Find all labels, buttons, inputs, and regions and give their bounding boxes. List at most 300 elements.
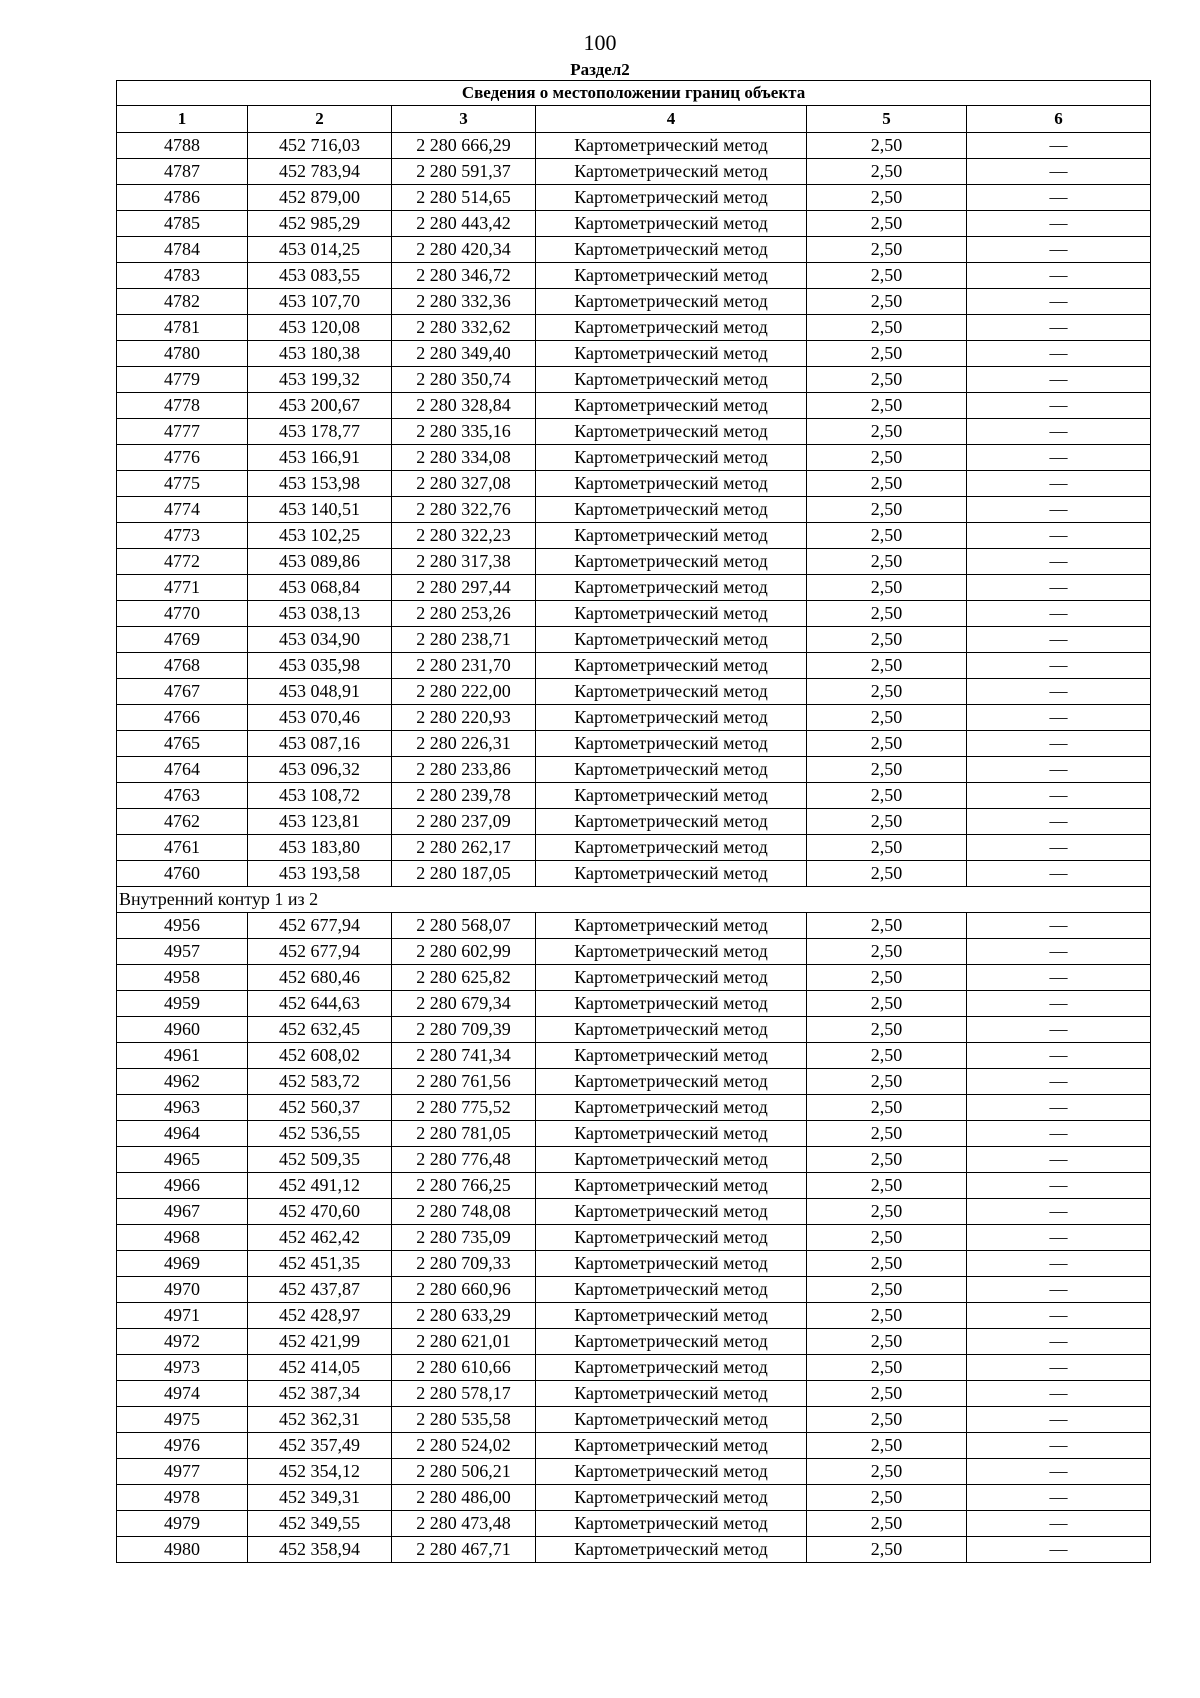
y-coordinate-cell: 2 280 766,25 <box>392 1173 536 1199</box>
point-number-cell: 4786 <box>117 185 248 211</box>
table-row <box>117 1381 1151 1407</box>
accuracy-cell: 2,50 <box>807 159 967 185</box>
y-coordinate-cell: 2 280 506,21 <box>392 1459 536 1485</box>
description-cell: — <box>967 367 1151 393</box>
accuracy-cell: 2,50 <box>807 991 967 1017</box>
accuracy-cell: 2,50 <box>807 1381 967 1407</box>
y-coordinate-cell: 2 280 187,05 <box>392 861 536 887</box>
x-coordinate-cell: 452 536,55 <box>248 1121 392 1147</box>
table-row <box>117 653 1151 679</box>
x-coordinate-cell: 452 349,55 <box>248 1511 392 1537</box>
x-coordinate-cell: 452 560,37 <box>248 1095 392 1121</box>
table-row <box>117 263 1151 289</box>
point-number-cell: 4968 <box>117 1225 248 1251</box>
point-number-cell: 4969 <box>117 1251 248 1277</box>
point-number-cell: 4765 <box>117 731 248 757</box>
method-cell: Картометрический метод <box>536 1095 807 1121</box>
point-number-cell: 4978 <box>117 1485 248 1511</box>
table-row <box>117 757 1151 783</box>
method-cell: Картометрический метод <box>536 211 807 237</box>
description-cell: — <box>967 1147 1151 1173</box>
description-cell: — <box>967 445 1151 471</box>
y-coordinate-cell: 2 280 253,26 <box>392 601 536 627</box>
accuracy-cell: 2,50 <box>807 1173 967 1199</box>
y-coordinate-cell: 2 280 322,76 <box>392 497 536 523</box>
table-row <box>117 1407 1151 1433</box>
description-cell: — <box>967 1173 1151 1199</box>
y-coordinate-cell: 2 280 709,33 <box>392 1251 536 1277</box>
y-coordinate-cell: 2 280 602,99 <box>392 939 536 965</box>
accuracy-cell: 2,50 <box>807 1225 967 1251</box>
method-cell: Картометрический метод <box>536 601 807 627</box>
x-coordinate-cell: 453 166,91 <box>248 445 392 471</box>
point-number-cell: 4980 <box>117 1537 248 1563</box>
accuracy-cell: 2,50 <box>807 783 967 809</box>
accuracy-cell: 2,50 <box>807 445 967 471</box>
table-row <box>117 237 1151 263</box>
point-number-cell: 4977 <box>117 1459 248 1485</box>
method-cell: Картометрический метод <box>536 1251 807 1277</box>
point-number-cell: 4960 <box>117 1017 248 1043</box>
table-body <box>117 81 1151 1563</box>
x-coordinate-cell: 453 087,16 <box>248 731 392 757</box>
y-coordinate-cell: 2 280 332,36 <box>392 289 536 315</box>
point-number-cell: 4959 <box>117 991 248 1017</box>
point-number-cell: 4781 <box>117 315 248 341</box>
description-cell: — <box>967 991 1151 1017</box>
x-coordinate-cell: 452 716,03 <box>248 133 392 159</box>
description-cell: — <box>967 939 1151 965</box>
x-coordinate-cell: 452 470,60 <box>248 1199 392 1225</box>
point-number-cell: 4772 <box>117 549 248 575</box>
column-header: 6 <box>967 106 1151 133</box>
y-coordinate-cell: 2 280 420,34 <box>392 237 536 263</box>
description-cell: — <box>967 1355 1151 1381</box>
accuracy-cell: 2,50 <box>807 341 967 367</box>
x-coordinate-cell: 452 783,94 <box>248 159 392 185</box>
contour-label-row <box>117 887 1151 913</box>
point-number-cell: 4768 <box>117 653 248 679</box>
description-cell: — <box>967 835 1151 861</box>
method-cell: Картометрический метод <box>536 575 807 601</box>
column-header: 1 <box>117 106 248 133</box>
description-cell: — <box>967 1407 1151 1433</box>
accuracy-cell: 2,50 <box>807 419 967 445</box>
method-cell: Картометрический метод <box>536 497 807 523</box>
method-cell: Картометрический метод <box>536 1017 807 1043</box>
description-cell: — <box>967 1485 1151 1511</box>
accuracy-cell: 2,50 <box>807 1199 967 1225</box>
x-coordinate-cell: 452 437,87 <box>248 1277 392 1303</box>
description-cell: — <box>967 575 1151 601</box>
accuracy-cell: 2,50 <box>807 523 967 549</box>
description-cell: — <box>967 1329 1151 1355</box>
table-row <box>117 1069 1151 1095</box>
y-coordinate-cell: 2 280 781,05 <box>392 1121 536 1147</box>
accuracy-cell: 2,50 <box>807 1303 967 1329</box>
method-cell: Картометрический метод <box>536 913 807 939</box>
description-cell: — <box>967 809 1151 835</box>
y-coordinate-cell: 2 280 335,16 <box>392 419 536 445</box>
x-coordinate-cell: 452 677,94 <box>248 913 392 939</box>
description-cell: — <box>967 679 1151 705</box>
table-row <box>117 601 1151 627</box>
x-coordinate-cell: 452 414,05 <box>248 1355 392 1381</box>
table-row <box>117 835 1151 861</box>
description-cell: — <box>967 419 1151 445</box>
x-coordinate-cell: 452 680,46 <box>248 965 392 991</box>
x-coordinate-cell: 452 985,29 <box>248 211 392 237</box>
accuracy-cell: 2,50 <box>807 289 967 315</box>
table-row <box>117 159 1151 185</box>
x-coordinate-cell: 453 199,32 <box>248 367 392 393</box>
accuracy-cell: 2,50 <box>807 315 967 341</box>
method-cell: Картометрический метод <box>536 1407 807 1433</box>
table-row <box>117 1147 1151 1173</box>
y-coordinate-cell: 2 280 297,44 <box>392 575 536 601</box>
x-coordinate-cell: 453 200,67 <box>248 393 392 419</box>
method-cell: Картометрический метод <box>536 471 807 497</box>
method-cell: Картометрический метод <box>536 1303 807 1329</box>
x-coordinate-cell: 452 879,00 <box>248 185 392 211</box>
accuracy-cell: 2,50 <box>807 1121 967 1147</box>
point-number-cell: 4774 <box>117 497 248 523</box>
description-cell: — <box>967 861 1151 887</box>
table-row <box>117 1199 1151 1225</box>
x-coordinate-cell: 453 153,98 <box>248 471 392 497</box>
point-number-cell: 4964 <box>117 1121 248 1147</box>
point-number-cell: 4961 <box>117 1043 248 1069</box>
description-cell: — <box>967 1199 1151 1225</box>
y-coordinate-cell: 2 280 327,08 <box>392 471 536 497</box>
y-coordinate-cell: 2 280 226,31 <box>392 731 536 757</box>
column-header: 5 <box>807 106 967 133</box>
point-number-cell: 4975 <box>117 1407 248 1433</box>
table-row <box>117 1225 1151 1251</box>
description-cell: — <box>967 783 1151 809</box>
description-cell: — <box>967 185 1151 211</box>
method-cell: Картометрический метод <box>536 549 807 575</box>
description-cell: — <box>967 393 1151 419</box>
column-header: 3 <box>392 106 536 133</box>
x-coordinate-cell: 453 096,32 <box>248 757 392 783</box>
x-coordinate-cell: 453 083,55 <box>248 263 392 289</box>
y-coordinate-cell: 2 280 535,58 <box>392 1407 536 1433</box>
accuracy-cell: 2,50 <box>807 1511 967 1537</box>
point-number-cell: 4783 <box>117 263 248 289</box>
x-coordinate-cell: 453 102,25 <box>248 523 392 549</box>
accuracy-cell: 2,50 <box>807 1407 967 1433</box>
x-coordinate-cell: 452 583,72 <box>248 1069 392 1095</box>
y-coordinate-cell: 2 280 660,96 <box>392 1277 536 1303</box>
table-row <box>117 783 1151 809</box>
point-number-cell: 4965 <box>117 1147 248 1173</box>
point-number-cell: 4785 <box>117 211 248 237</box>
accuracy-cell: 2,50 <box>807 1355 967 1381</box>
method-cell: Картометрический метод <box>536 835 807 861</box>
table-row <box>117 1433 1151 1459</box>
y-coordinate-cell: 2 280 346,72 <box>392 263 536 289</box>
accuracy-cell: 2,50 <box>807 497 967 523</box>
table-header-row <box>117 106 1151 133</box>
x-coordinate-cell: 452 509,35 <box>248 1147 392 1173</box>
y-coordinate-cell: 2 280 467,71 <box>392 1537 536 1563</box>
description-cell: — <box>967 1537 1151 1563</box>
table-row <box>117 1459 1151 1485</box>
description-cell: — <box>967 653 1151 679</box>
point-number-cell: 4972 <box>117 1329 248 1355</box>
method-cell: Картометрический метод <box>536 965 807 991</box>
point-number-cell: 4956 <box>117 913 248 939</box>
accuracy-cell: 2,50 <box>807 809 967 835</box>
table-row <box>117 393 1151 419</box>
method-cell: Картометрический метод <box>536 133 807 159</box>
method-cell: Картометрический метод <box>536 419 807 445</box>
point-number-cell: 4976 <box>117 1433 248 1459</box>
accuracy-cell: 2,50 <box>807 1277 967 1303</box>
method-cell: Картометрический метод <box>536 939 807 965</box>
point-number-cell: 4963 <box>117 1095 248 1121</box>
x-coordinate-cell: 452 362,31 <box>248 1407 392 1433</box>
x-coordinate-cell: 453 034,90 <box>248 627 392 653</box>
table-row <box>117 471 1151 497</box>
y-coordinate-cell: 2 280 233,86 <box>392 757 536 783</box>
method-cell: Картометрический метод <box>536 367 807 393</box>
method-cell: Картометрический метод <box>536 445 807 471</box>
accuracy-cell: 2,50 <box>807 1147 967 1173</box>
point-number-cell: 4962 <box>117 1069 248 1095</box>
accuracy-cell: 2,50 <box>807 939 967 965</box>
x-coordinate-cell: 453 178,77 <box>248 419 392 445</box>
table-row <box>117 1537 1151 1563</box>
method-cell: Картометрический метод <box>536 1537 807 1563</box>
description-cell: — <box>967 1121 1151 1147</box>
point-number-cell: 4971 <box>117 1303 248 1329</box>
accuracy-cell: 2,50 <box>807 653 967 679</box>
point-number-cell: 4957 <box>117 939 248 965</box>
method-cell: Картометрический метод <box>536 341 807 367</box>
accuracy-cell: 2,50 <box>807 627 967 653</box>
method-cell: Картометрический метод <box>536 705 807 731</box>
table-row <box>117 1303 1151 1329</box>
y-coordinate-cell: 2 280 350,74 <box>392 367 536 393</box>
method-cell: Картометрический метод <box>536 861 807 887</box>
x-coordinate-cell: 453 107,70 <box>248 289 392 315</box>
x-coordinate-cell: 453 180,38 <box>248 341 392 367</box>
x-coordinate-cell: 452 421,99 <box>248 1329 392 1355</box>
description-cell: — <box>967 549 1151 575</box>
accuracy-cell: 2,50 <box>807 1069 967 1095</box>
point-number-cell: 4780 <box>117 341 248 367</box>
y-coordinate-cell: 2 280 735,09 <box>392 1225 536 1251</box>
method-cell: Картометрический метод <box>536 1069 807 1095</box>
method-cell: Картометрический метод <box>536 991 807 1017</box>
point-number-cell: 4767 <box>117 679 248 705</box>
accuracy-cell: 2,50 <box>807 1485 967 1511</box>
method-cell: Картометрический метод <box>536 1173 807 1199</box>
point-number-cell: 4787 <box>117 159 248 185</box>
point-number-cell: 4958 <box>117 965 248 991</box>
accuracy-cell: 2,50 <box>807 965 967 991</box>
method-cell: Картометрический метод <box>536 1433 807 1459</box>
accuracy-cell: 2,50 <box>807 237 967 263</box>
x-coordinate-cell: 453 048,91 <box>248 679 392 705</box>
accuracy-cell: 2,50 <box>807 1095 967 1121</box>
accuracy-cell: 2,50 <box>807 575 967 601</box>
accuracy-cell: 2,50 <box>807 861 967 887</box>
point-number-cell: 4788 <box>117 133 248 159</box>
table-row <box>117 523 1151 549</box>
point-number-cell: 4784 <box>117 237 248 263</box>
x-coordinate-cell: 452 349,31 <box>248 1485 392 1511</box>
description-cell: — <box>967 315 1151 341</box>
table-row <box>117 913 1151 939</box>
point-number-cell: 4773 <box>117 523 248 549</box>
method-cell: Картометрический метод <box>536 783 807 809</box>
description-cell: — <box>967 1433 1151 1459</box>
x-coordinate-cell: 453 038,13 <box>248 601 392 627</box>
description-cell: — <box>967 1225 1151 1251</box>
x-coordinate-cell: 453 140,51 <box>248 497 392 523</box>
description-cell: — <box>967 211 1151 237</box>
table-row <box>117 497 1151 523</box>
y-coordinate-cell: 2 280 761,56 <box>392 1069 536 1095</box>
method-cell: Картометрический метод <box>536 315 807 341</box>
table-row <box>117 731 1151 757</box>
point-number-cell: 4762 <box>117 809 248 835</box>
x-coordinate-cell: 452 462,42 <box>248 1225 392 1251</box>
x-coordinate-cell: 453 014,25 <box>248 237 392 263</box>
y-coordinate-cell: 2 280 238,71 <box>392 627 536 653</box>
method-cell: Картометрический метод <box>536 1459 807 1485</box>
y-coordinate-cell: 2 280 776,48 <box>392 1147 536 1173</box>
accuracy-cell: 2,50 <box>807 367 967 393</box>
description-cell: — <box>967 471 1151 497</box>
x-coordinate-cell: 453 089,86 <box>248 549 392 575</box>
x-coordinate-cell: 452 677,94 <box>248 939 392 965</box>
accuracy-cell: 2,50 <box>807 835 967 861</box>
description-cell: — <box>967 1043 1151 1069</box>
table-row <box>117 445 1151 471</box>
table-row <box>117 627 1151 653</box>
accuracy-cell: 2,50 <box>807 1459 967 1485</box>
method-cell: Картометрический метод <box>536 1225 807 1251</box>
y-coordinate-cell: 2 280 524,02 <box>392 1433 536 1459</box>
method-cell: Картометрический метод <box>536 1121 807 1147</box>
x-coordinate-cell: 452 644,63 <box>248 991 392 1017</box>
x-coordinate-cell: 453 070,46 <box>248 705 392 731</box>
y-coordinate-cell: 2 280 610,66 <box>392 1355 536 1381</box>
table-row <box>117 133 1151 159</box>
description-cell: — <box>967 1459 1151 1485</box>
table-row <box>117 1511 1151 1537</box>
y-coordinate-cell: 2 280 222,00 <box>392 679 536 705</box>
table-row <box>117 419 1151 445</box>
contour-label: Внутренний контур 1 из 2 <box>117 887 1151 913</box>
accuracy-cell: 2,50 <box>807 1329 967 1355</box>
table-row <box>117 1251 1151 1277</box>
page-number: 100 <box>583 30 617 55</box>
method-cell: Картометрический метод <box>536 1277 807 1303</box>
description-cell: — <box>967 1017 1151 1043</box>
description-cell: — <box>967 1381 1151 1407</box>
coordinates-table <box>116 80 1151 1563</box>
table-row <box>117 185 1151 211</box>
x-coordinate-cell: 453 108,72 <box>248 783 392 809</box>
point-number-cell: 4766 <box>117 705 248 731</box>
table-row <box>117 315 1151 341</box>
method-cell: Картометрический метод <box>536 1485 807 1511</box>
y-coordinate-cell: 2 280 317,38 <box>392 549 536 575</box>
table-row <box>117 1277 1151 1303</box>
x-coordinate-cell: 452 632,45 <box>248 1017 392 1043</box>
table-row <box>117 1485 1151 1511</box>
method-cell: Картометрический метод <box>536 731 807 757</box>
point-number-cell: 4782 <box>117 289 248 315</box>
y-coordinate-cell: 2 280 231,70 <box>392 653 536 679</box>
method-cell: Картометрический метод <box>536 653 807 679</box>
table-row <box>117 705 1151 731</box>
x-coordinate-cell: 452 428,97 <box>248 1303 392 1329</box>
accuracy-cell: 2,50 <box>807 471 967 497</box>
description-cell: — <box>967 1511 1151 1537</box>
point-number-cell: 4973 <box>117 1355 248 1381</box>
table-row <box>117 575 1151 601</box>
y-coordinate-cell: 2 280 578,17 <box>392 1381 536 1407</box>
x-coordinate-cell: 453 068,84 <box>248 575 392 601</box>
description-cell: — <box>967 1277 1151 1303</box>
table-row <box>117 1017 1151 1043</box>
table-row <box>117 1043 1151 1069</box>
y-coordinate-cell: 2 280 237,09 <box>392 809 536 835</box>
x-coordinate-cell: 453 193,58 <box>248 861 392 887</box>
x-coordinate-cell: 452 491,12 <box>248 1173 392 1199</box>
y-coordinate-cell: 2 280 328,84 <box>392 393 536 419</box>
table-row <box>117 1329 1151 1355</box>
point-number-cell: 4776 <box>117 445 248 471</box>
point-number-cell: 4770 <box>117 601 248 627</box>
table-row <box>117 1121 1151 1147</box>
accuracy-cell: 2,50 <box>807 133 967 159</box>
table-row <box>117 939 1151 965</box>
point-number-cell: 4966 <box>117 1173 248 1199</box>
accuracy-cell: 2,50 <box>807 185 967 211</box>
accuracy-cell: 2,50 <box>807 1043 967 1069</box>
y-coordinate-cell: 2 280 262,17 <box>392 835 536 861</box>
point-number-cell: 4775 <box>117 471 248 497</box>
x-coordinate-cell: 452 608,02 <box>248 1043 392 1069</box>
x-coordinate-cell: 453 035,98 <box>248 653 392 679</box>
method-cell: Картометрический метод <box>536 757 807 783</box>
point-number-cell: 4778 <box>117 393 248 419</box>
table-caption-row <box>117 81 1151 106</box>
accuracy-cell: 2,50 <box>807 1251 967 1277</box>
x-coordinate-cell: 453 123,81 <box>248 809 392 835</box>
table-row <box>117 965 1151 991</box>
description-cell: — <box>967 289 1151 315</box>
point-number-cell: 4974 <box>117 1381 248 1407</box>
table-row <box>117 991 1151 1017</box>
method-cell: Картометрический метод <box>536 159 807 185</box>
description-cell: — <box>967 133 1151 159</box>
table-row <box>117 1355 1151 1381</box>
description-cell: — <box>967 731 1151 757</box>
y-coordinate-cell: 2 280 473,48 <box>392 1511 536 1537</box>
description-cell: — <box>967 965 1151 991</box>
method-cell: Картометрический метод <box>536 237 807 263</box>
accuracy-cell: 2,50 <box>807 211 967 237</box>
y-coordinate-cell: 2 280 748,08 <box>392 1199 536 1225</box>
